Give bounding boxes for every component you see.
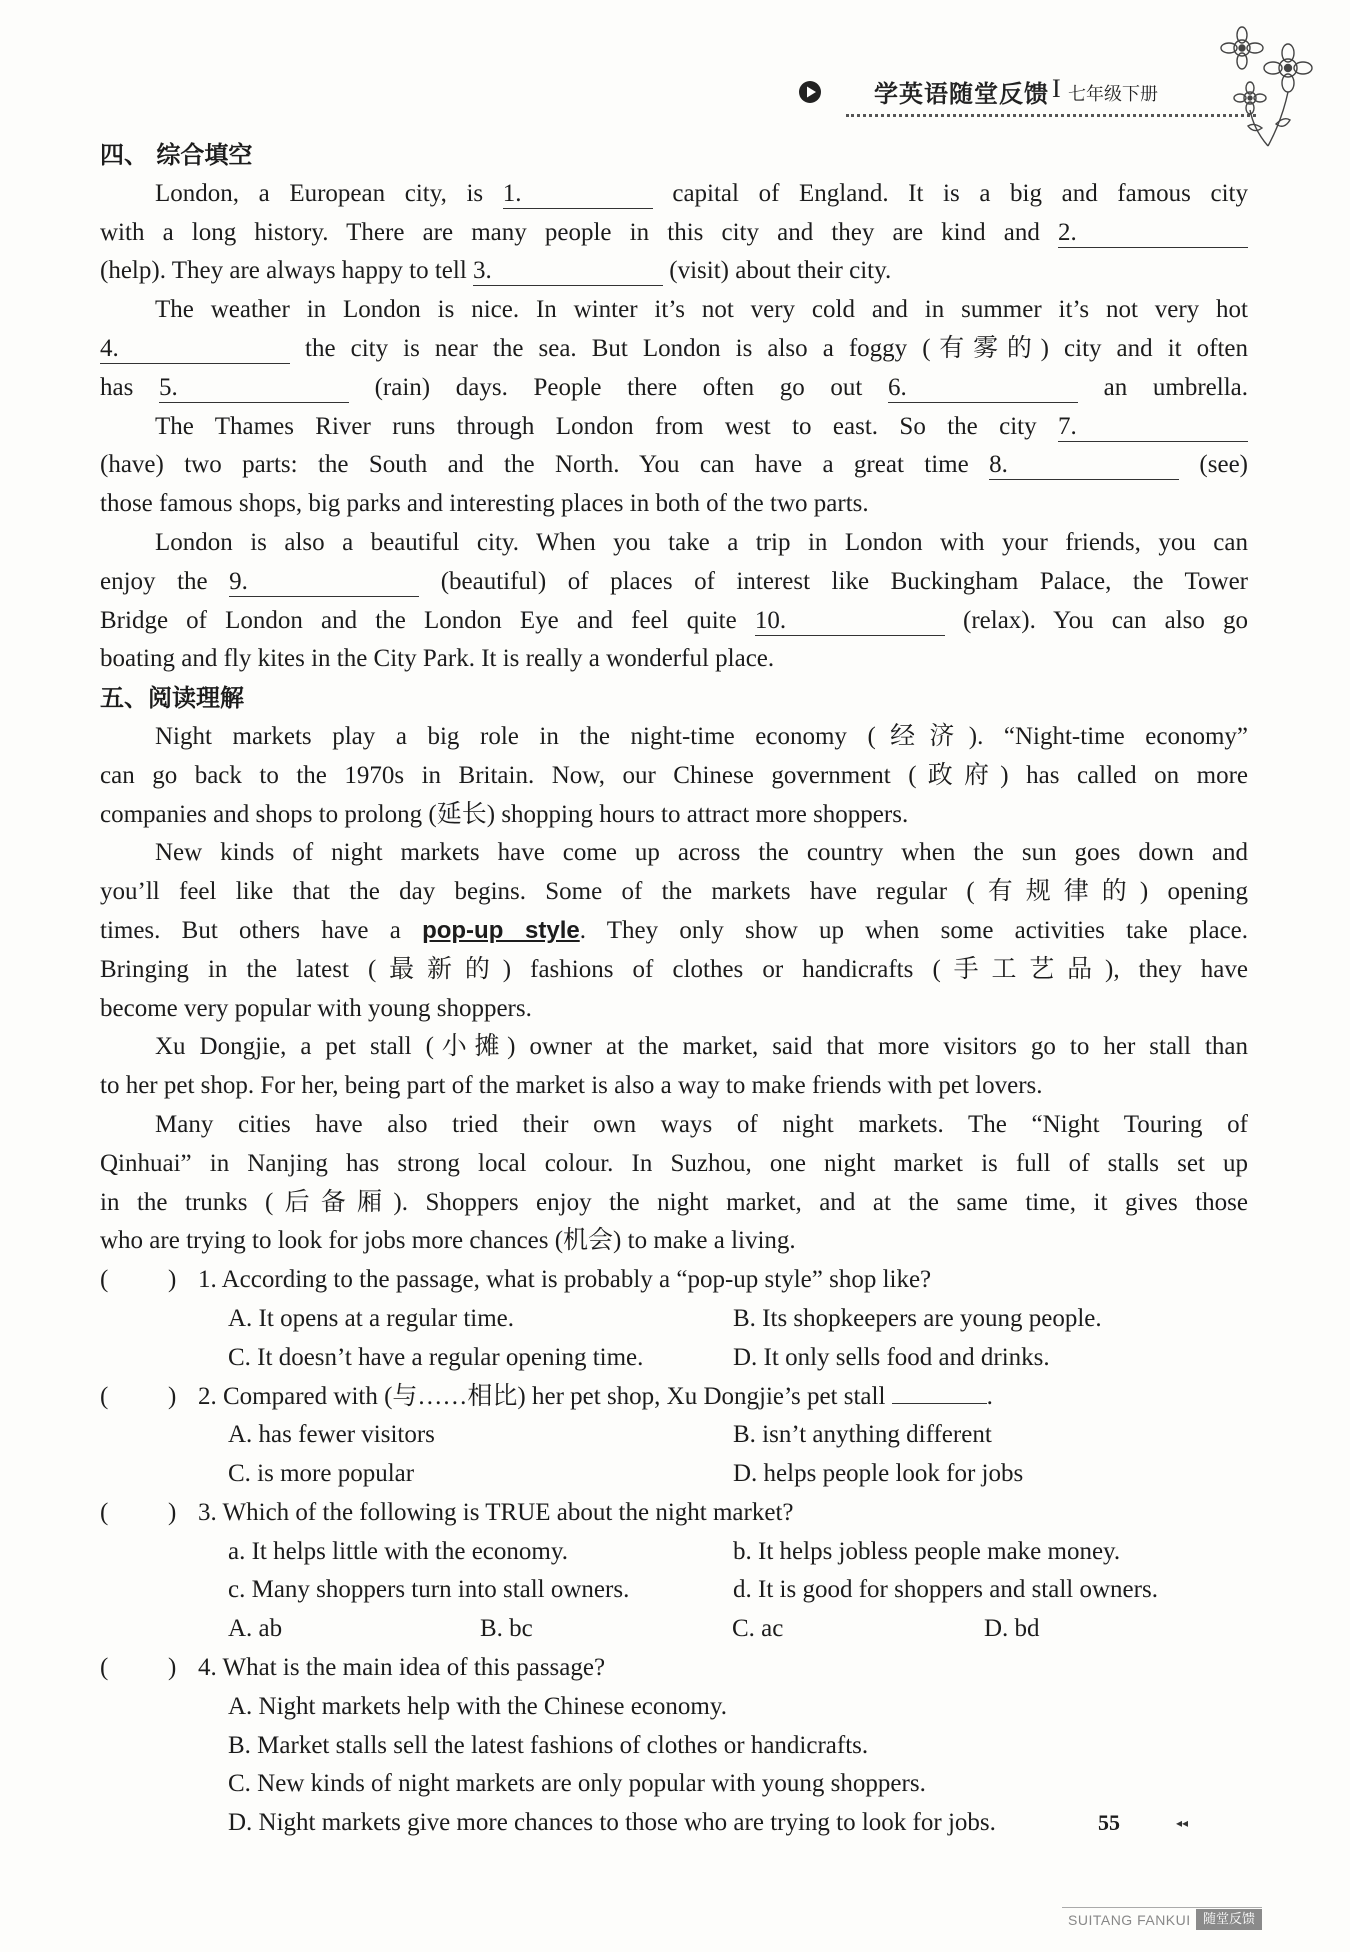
bracket-right: ): [168, 1266, 177, 1294]
option-d[interactable]: D. helps people look for jobs: [733, 1460, 1024, 1488]
play-icon: [798, 80, 822, 104]
question-text: [198, 1378, 1248, 1417]
text-line: in the trunks (后备厢). Shoppers enjoy the night market, and at the same time, it gives those: [100, 1188, 1248, 1216]
footer-bar: [1062, 1907, 1262, 1932]
footer-pinyin: SUITANG FANKUI: [1068, 1912, 1191, 1928]
option-c[interactable]: C. ac: [732, 1615, 784, 1643]
answer-bracket-1[interactable]: [100, 1261, 198, 1300]
text-span: (rain) days. People there often go out: [348, 373, 889, 401]
blank-1[interactable]: 1.: [503, 180, 653, 209]
blank-6[interactable]: 6.: [888, 374, 1078, 403]
text-span: .: [986, 1382, 993, 1410]
blank-7[interactable]: 7.: [1058, 413, 1248, 442]
text-span: enjoy the: [100, 567, 230, 595]
text-span: (have) two parts: the South and the North. You can have a great time: [100, 451, 990, 479]
text-line: [100, 330, 1248, 369]
option-c[interactable]: C. is more popular: [228, 1460, 415, 1488]
book-title: 学英语随堂反馈: [874, 80, 1049, 108]
option-c[interactable]: C. It doesn’t have a regular opening time.: [228, 1343, 644, 1371]
option-d[interactable]: D. Night markets give more chances to those who are trying to look for jobs.: [228, 1809, 996, 1837]
option-a[interactable]: A. Night markets help with the Chinese economy.: [228, 1692, 727, 1720]
option-a[interactable]: A. It opens at a regular time.: [228, 1304, 515, 1332]
question-text: 3. Which of the following is TRUE about the night market?: [198, 1498, 794, 1526]
text-span: (help). They are always happy to tell: [100, 257, 474, 285]
text-line: Bringing in the latest (最新的) fashions of clothes or handicrafts (手工艺品), they have: [100, 955, 1248, 983]
option-d[interactable]: D. It only sells food and drinks.: [733, 1343, 1050, 1371]
options-row: [100, 1416, 1248, 1455]
blank-8[interactable]: 8.: [989, 451, 1179, 480]
option-a[interactable]: A. ab: [228, 1615, 283, 1643]
blank-4[interactable]: 4.: [100, 335, 290, 364]
statement-d: d. It is good for shoppers and stall owners.: [733, 1576, 1158, 1604]
header-dotted-rule: [846, 114, 1256, 117]
text-line: London is also a beautiful city. When you take a trip in London with your friends, you can: [155, 528, 1248, 556]
question-1: [100, 1261, 1248, 1300]
text-line: Many cities have also tried their own ways of night markets. The “Night Touring of: [155, 1110, 1248, 1138]
statement-b: b. It helps jobless people make money.: [733, 1537, 1121, 1565]
bracket-left: (: [100, 1266, 109, 1294]
text-span: Bridge of London and the London Eye and feel quite: [100, 606, 755, 634]
text-span: has: [100, 373, 159, 401]
text-span: with a long history. There are many people in this city and they are kind and: [100, 218, 1058, 246]
page-number: 55: [1098, 1810, 1120, 1835]
text-span: . They only show up when some activities take place.: [579, 916, 1249, 944]
option-b[interactable]: B. bc: [480, 1615, 533, 1643]
text-line: [100, 446, 1248, 485]
text-span: an umbrella.: [1078, 373, 1248, 401]
text-span: (visit) about their city.: [663, 257, 892, 285]
text-line: can go back to the 1970s in Britain. Now, our Chinese government (政府) has called on more: [100, 761, 1248, 789]
text-line: [100, 912, 1248, 951]
section-4-title: 四、 综合填空: [100, 141, 253, 169]
question-text: 1. According to the passage, what is probably a “pop-up style” shop like?: [198, 1266, 932, 1294]
options-row: [100, 1804, 1248, 1843]
text-span: (beautiful) of places of interest like Buckingham Palace, the Tower: [419, 567, 1248, 595]
options-row: [100, 1339, 1248, 1378]
arrow-left-icon: ◂◂: [1176, 1816, 1189, 1830]
option-b[interactable]: B. Its shopkeepers are young people.: [733, 1304, 1102, 1332]
text-line: who are trying to look for jobs more chances (机会) to make a living.: [100, 1227, 796, 1255]
options-row: [100, 1727, 1248, 1766]
answer-bracket-4[interactable]: [100, 1649, 198, 1688]
question-text: 4. What is the main idea of this passage?: [198, 1654, 606, 1682]
pop-up-style-term: pop-up style: [422, 916, 580, 944]
options-row: [100, 1455, 1248, 1494]
answer-bracket-3[interactable]: [100, 1494, 198, 1533]
text-span: times. But others have a: [100, 916, 423, 944]
flower-decoration-icon: [1210, 20, 1320, 150]
answer-bracket-2[interactable]: [100, 1378, 198, 1417]
blank-2[interactable]: 2.: [1058, 219, 1248, 248]
footer-label-box: 随堂反馈: [1196, 1909, 1262, 1930]
page-content: [100, 136, 1248, 1843]
text-line: [100, 408, 1248, 447]
bracket-right: ): [168, 1498, 177, 1526]
text-line: The weather in London is nice. In winter it’s not very cold and in summer it’s not very hot: [155, 296, 1248, 324]
option-c[interactable]: C. New kinds of night markets are only popular with young shoppers.: [228, 1770, 926, 1798]
section-5-title: 五、阅读理解: [100, 684, 244, 713]
text-line: Qinhuai” in Nanjing has strong local colour. In Suzhou, one night market is full of stalls set up: [100, 1149, 1248, 1177]
option-b[interactable]: B. Market stalls sell the latest fashions of clothes or handicrafts.: [228, 1731, 869, 1759]
text-span: 2. Compared with (与……相比) her pet shop, Xu Dongjie’s pet stall: [198, 1382, 892, 1410]
text-span: the city is near the sea. But London is also a foggy (有雾的) city and it often: [290, 334, 1248, 362]
option-a[interactable]: A. has fewer visitors: [228, 1421, 435, 1449]
options-row: [100, 1688, 1248, 1727]
options-row: [100, 1300, 1248, 1339]
text-span: The Thames River runs through London from west to east. So the city: [155, 412, 1058, 440]
text-line: Xu Dongjie, a pet stall (小摊) owner at the market, said that more visitors go to her stall than: [155, 1033, 1248, 1061]
question-2-blank[interactable]: [892, 1403, 987, 1404]
text-line: [100, 252, 1248, 291]
options-row: [100, 1765, 1248, 1804]
bracket-left: (: [100, 1654, 109, 1682]
text-line: you’ll feel like that the day begins. Some of the markets have regular (有规律的) opening: [100, 878, 1248, 906]
bracket-right: ): [168, 1654, 177, 1682]
book-grade: 七年级下册: [1068, 84, 1158, 105]
text-span: London, a European city, is: [155, 179, 503, 207]
text-line: Night markets play a big role in the night-time economy (经济). “Night-time economy”: [155, 722, 1248, 750]
text-span: (see): [1179, 451, 1248, 479]
text-span: (relax). You can also go: [944, 606, 1249, 634]
blank-3[interactable]: 3.: [473, 257, 663, 286]
blank-9[interactable]: 9.: [229, 568, 419, 597]
text-span: capital of England. It is a big and famous city: [652, 179, 1248, 207]
bracket-right: ): [168, 1382, 177, 1410]
bracket-left: (: [100, 1498, 109, 1526]
statements-row: [100, 1533, 1248, 1572]
option-b[interactable]: B. isn’t anything different: [733, 1421, 992, 1449]
option-d[interactable]: D. bd: [984, 1615, 1040, 1643]
page-header: [790, 70, 1260, 126]
text-line: [100, 563, 1248, 602]
question-2: [100, 1378, 1248, 1417]
text-line: companies and shops to prolong (延长) shopping hours to attract more shoppers.: [100, 800, 909, 828]
text-line: those famous shops, big parks and interesting places in both of the two parts.: [100, 490, 869, 518]
question-4: [100, 1649, 1248, 1688]
statement-c: c. Many shoppers turn into stall owners.: [228, 1576, 630, 1604]
question-3: [100, 1494, 1248, 1533]
text-line: [100, 602, 1248, 641]
text-line: [100, 369, 1248, 408]
text-line: to her pet shop. For her, being part of the market is also a way to make friends with pet lovers.: [100, 1072, 1043, 1100]
statement-a: a. It helps little with the economy.: [228, 1537, 568, 1565]
blank-10[interactable]: 10.: [755, 607, 945, 636]
bracket-left: (: [100, 1382, 109, 1410]
options-row: [100, 1610, 1248, 1649]
text-line: [100, 175, 1248, 214]
statements-row: [100, 1571, 1248, 1610]
text-line: [100, 214, 1248, 253]
text-line: New kinds of night markets have come up across the country when the sun goes down and: [155, 839, 1248, 867]
blank-5[interactable]: 5.: [159, 374, 349, 403]
text-line: become very popular with young shoppers.: [100, 994, 532, 1022]
title-separator: I: [1052, 74, 1061, 103]
text-line: boating and fly kites in the City Park. It is really a wonderful place.: [100, 645, 775, 673]
